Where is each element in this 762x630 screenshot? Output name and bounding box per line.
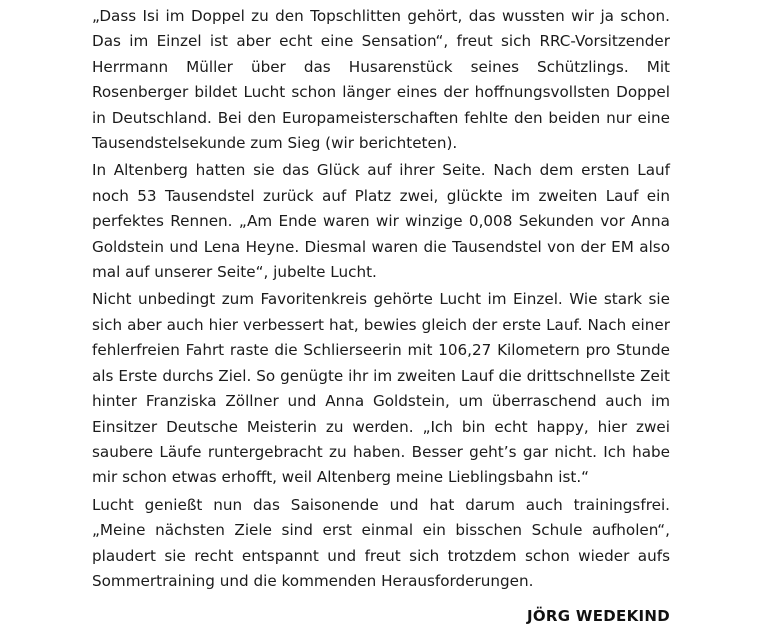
article-paragraph: In Altenberg hatten sie das Glück auf ihrer Seite. Nach dem ersten Lauf noch 53 Tausendstel zurück auf Platz zwei, glückte im zweiten Lauf ein perfektes Rennen. „Am Ende waren wir winzige 0,008 Sekunden vor Anna Goldstein und Lena Heyne. Diesmal waren die Tausendstel von der EM also mal auf unserer Seite“, jubelte Lucht. bbox=[92, 161, 670, 282]
article-body bbox=[92, 4, 670, 630]
article-paragraph: „Dass Isi im Doppel zu den Topschlitten gehört, das wussten wir ja schon. Das im Einzel ist aber echt eine Sensation“, freut sich RRC-Vorsitzender Herrmann Müller über das Husarenstück seines Schützlings. Mit Rosenberger bildet Lucht schon länger eines der hoffnungsvollsten Doppel in Deutschland. Bei den Europameisterschaften fehlte den beiden nur eine Tausendstelsekunde zum Sieg (wir berichteten). bbox=[92, 7, 670, 153]
article-byline: JÖRG WEDEKIND bbox=[526, 607, 670, 626]
article-paragraph: Nicht unbedingt zum Favoritenkreis gehörte Lucht im Einzel. Wie stark sie sich aber auch hier verbessert hat, bewies gleich der erste Lauf. Nach einer fehlerfreien Fahrt raste die Schlierseerin mit 106,27 Kilometern pro Stunde als Erste durchs Ziel. So genügte ihr im zweiten Lauf die drittschnellste Zeit hinter Franziska Zöllner und Anna Goldstein, um überraschend auch im Einsitzer Deutsche Meisterin zu werden. „Ich bin echt happy, hier zwei saubere Läufe runtergebracht zu haben. Besser geht’s gar nicht. Ich habe mir schon etwas erhofft, weil Altenberg meine Lieblingsbahn ist.“ bbox=[92, 290, 670, 487]
article-paragraph: Lucht genießt nun das Saisonende und hat darum auch trainingsfrei. „Meine nächsten Ziele sind erst einmal ein bisschen Schule aufholen“, plaudert sie recht entspannt und freut sich trotzdem schon wieder aufs Sommertraining und die kommenden Herausforderungen. bbox=[92, 495, 670, 590]
